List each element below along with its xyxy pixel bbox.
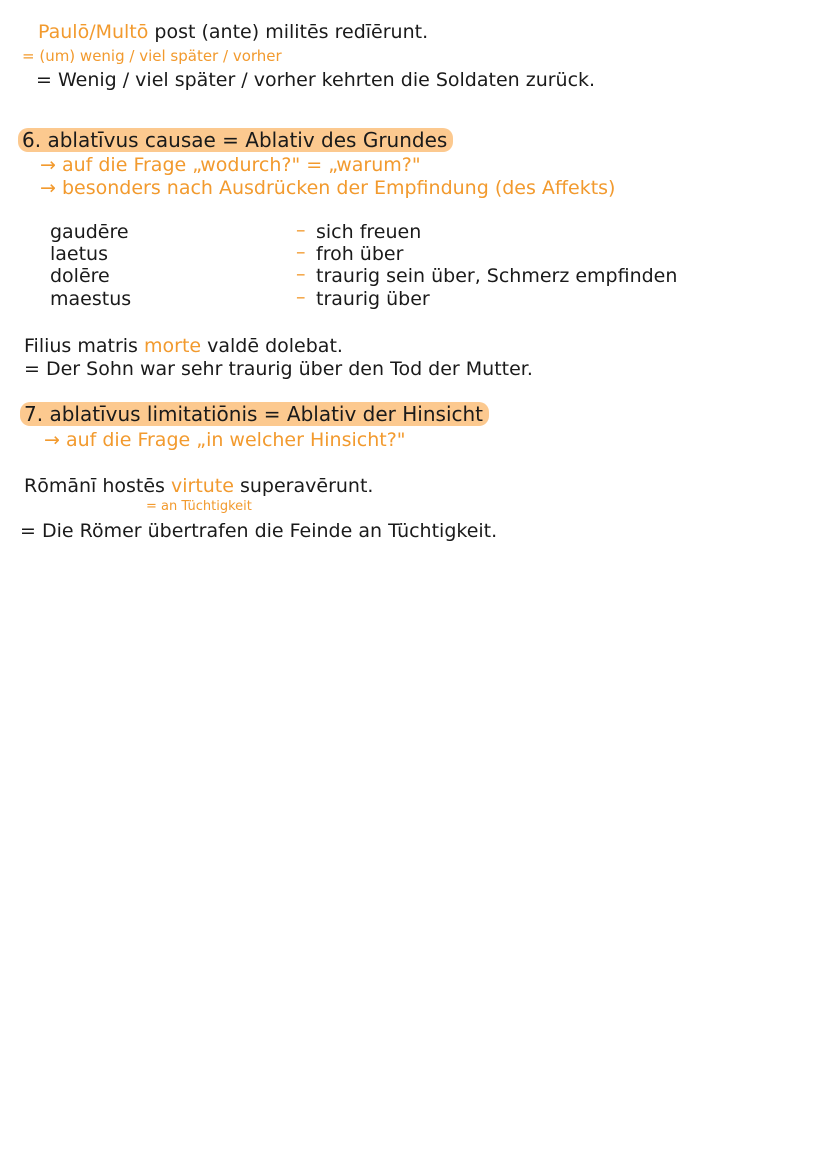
example-highlight: Paulō/Multō	[38, 21, 149, 43]
vocab-meaning: sich freuen	[316, 221, 422, 243]
vocab-meaning: traurig sein über, Schmerz empfinden	[316, 265, 678, 287]
gloss-note: = (um) wenig / viel später / vorher	[22, 47, 282, 65]
example-highlight: virtute	[170, 475, 234, 497]
section-heading: 6. ablatīvus causae = Ablativ des Grundes	[22, 128, 453, 153]
vocab-meaning: froh über	[316, 243, 404, 265]
note-line: → besonders nach Ausdrücken der Empfindung (des Affekts)	[40, 177, 616, 199]
example-sentence: Rōmānī hostēs virtute superavērunt.	[24, 475, 374, 497]
gloss-note: = an Tüchtigkeit	[146, 499, 252, 514]
example-text: post (ante) militēs redīērunt.	[148, 21, 429, 43]
translation: = Der Sohn war sehr traurig über den Tod der Mutter.	[24, 358, 533, 380]
vocab-word: gaudēre	[50, 221, 129, 243]
vocab-meaning: traurig über	[316, 288, 430, 310]
vocab-dash: –	[296, 241, 306, 263]
vocab-dash: –	[296, 219, 306, 241]
translation: = Wenig / viel später / vorher kehrten die Soldaten zurück.	[36, 69, 596, 91]
example-highlight: morte	[144, 335, 202, 357]
example-sentence	[38, 20, 428, 44]
note-line: → auf die Frage „wodurch?" = „warum?"	[40, 154, 421, 176]
vocab-dash: –	[296, 286, 306, 308]
section-heading: 7. ablatīvus limitatiōnis = Ablativ der Hinsicht	[24, 402, 489, 427]
vocab-word: laetus	[50, 243, 109, 265]
vocab-word: dolēre	[50, 265, 110, 287]
note-line: → auf die Frage „in welcher Hinsicht?"	[44, 429, 406, 451]
example-sentence: Filius matris morte valdē dolebat.	[24, 335, 343, 357]
vocab-word: maestus	[50, 288, 132, 310]
translation: = Die Römer übertrafen die Feinde an Tüchtigkeit.	[20, 520, 498, 542]
vocab-dash: –	[296, 263, 306, 285]
